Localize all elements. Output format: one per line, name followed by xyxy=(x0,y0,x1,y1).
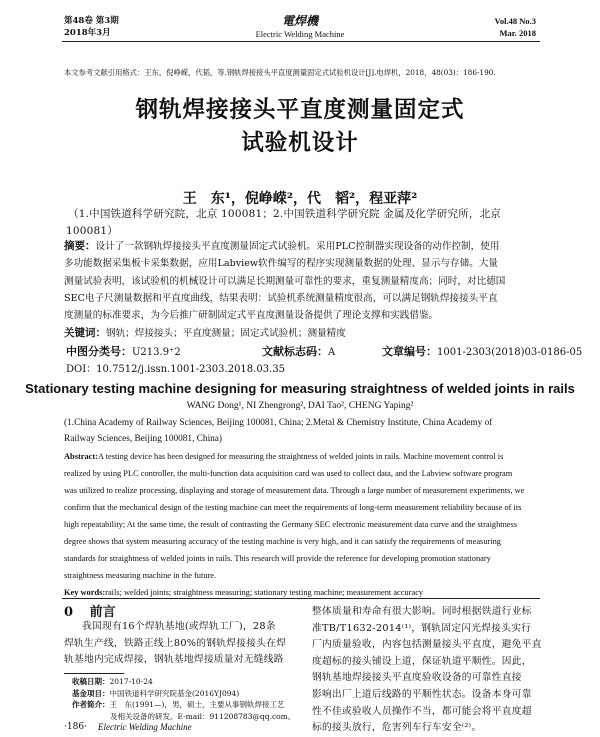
journal-logo: 電焊機 xyxy=(281,14,318,28)
doi: DOI：10.7512/j.issn.1001-2303.2018.03.35 xyxy=(66,364,285,375)
abstract-cn-line: 测量试验表明，该试验机的机械设计可以满足长期测量可靠性的要求，重复测量精度高；同时，对比德国 xyxy=(64,275,506,287)
affiliation-en-line1: (1.China Academy of Railway Sciences, Beijing 100081, China; 2.Metal & Chemistry Institute, China Academy of xyxy=(64,418,493,428)
abstract-cn-line: 设计了一款钢轨焊接接头平直度测量固定式试验机。采用PLC控制器实现设备的动作控制，使用 xyxy=(95,241,500,252)
header-volume-en: Vol.48 No.3 xyxy=(494,16,536,26)
article-value: 1001-2303(2018)03-0186-05 xyxy=(437,347,583,358)
header-rule xyxy=(62,41,540,42)
abstract-en-line: high repeatability; At the same time, the result of contrasting the Germany SEC electronic measurement data curve and the straightness xyxy=(64,520,518,529)
received-date: 2017-10-24 xyxy=(109,677,153,686)
intro-left-line: 轨基地内完成焊接，钢轨基地焊接质量对无缝线路 xyxy=(64,654,284,666)
title-cn-line1: 钢轨焊接接头平直度测量固定式 xyxy=(135,97,465,123)
intro-right-line: 影响出厂上道后线路的平顺性状态。设备本身可靠 xyxy=(312,688,532,700)
header-volume: 第48卷 第3期 xyxy=(64,16,119,26)
abstract-en-line: straightness measuring machine in the future. xyxy=(64,571,217,580)
clc-number xyxy=(66,343,181,359)
intro-right-line: 准TB/T1632-2014⁽¹⁾，钢轨固定闪光焊接头实行 xyxy=(312,622,532,634)
article-label: 文章编号： xyxy=(382,345,437,358)
abstract-en-line: standards for straightness of welded joints in rails. This research will provide the reference for developing promotion stationary xyxy=(64,554,491,563)
citation: 本文参考文献引用格式：王东，倪峥嵘，代韬，等.钢轨焊接接头平直度测量固定式试验机设计[J].电焊机，2018，48(03)：186-190. xyxy=(64,68,496,77)
title-cn-line2: 试验机设计 xyxy=(241,130,359,156)
abstract-en-line: realized by using PLC controller, the multi-function data acquisition card was used to collect data, and the Labview software program xyxy=(64,469,513,478)
authors-cn: 王 东¹，倪峥嵘²，代 韬²，程亚萍² xyxy=(182,191,418,207)
fund-text: 中国铁道科学研究院基金(2016YJ094) xyxy=(109,688,240,698)
intro-right xyxy=(312,604,544,737)
author-bio-line: 及相关设备的研发。E-mail：911208783@qq.com。 xyxy=(110,711,296,721)
abstract-en-label: Abstract: xyxy=(64,452,98,461)
abstract-en-line: A testing device has been designed for measuring the straightness of welded joints in rails. Machine movement control is xyxy=(97,452,504,461)
affiliation-cn-line1: （1.中国铁道科学研究院，北京 100081；2.中国铁道科学研究院 金属及化学研究所，北京 xyxy=(68,208,501,220)
doc-value: A xyxy=(328,347,336,358)
author-bio-line: 王 东(1991—)，男，硕士，主要从事钢轨焊接工艺 xyxy=(109,700,285,709)
intro-right-line: 度超标的接头铺设上道，保证轨道平顺性。因此， xyxy=(312,655,532,667)
header-date: 2018年3月 xyxy=(64,28,111,38)
clc-value: U213.9⁺2 xyxy=(132,347,181,358)
keywords-en-text: rails; welded joints; straightness measuring; stationary testing machine; measurement accuracy xyxy=(105,588,424,597)
abstract-cn-label: 摘要： xyxy=(64,240,96,252)
keywords-en-label: Key words: xyxy=(64,588,106,597)
received-label: 收稿日期： xyxy=(72,677,110,686)
abstract-cn-line: 度测量的标准要求，为今后推广研制固定式平直度测量设备提供了理论支撑和实践借鉴。 xyxy=(64,310,439,322)
intro-right-line: 厂内质量验收，内容包括测量接头平直度，避免平直 xyxy=(312,639,542,651)
intro-left xyxy=(64,619,300,669)
keywords-cn-label: 关键词： xyxy=(64,327,106,339)
title-en: Stationary testing machine designing for measuring straightness of welded joints in rails xyxy=(25,381,575,396)
intro-left-line: 焊轨生产线，铁路正线上80%的钢轨焊接接头在焊 xyxy=(64,637,287,649)
doc-code xyxy=(262,343,335,359)
abstract-en xyxy=(64,448,546,584)
divider xyxy=(62,598,540,599)
footnotes xyxy=(72,676,295,722)
footer-journal: Electric Welding Machine xyxy=(98,722,192,732)
clc-label: 中图分类号： xyxy=(66,345,132,358)
page-number: ·186· xyxy=(64,722,87,732)
abstract-en-line: confirm that the mechanical design of the testing machine can meet the requirements of long-term measurement reliability because of its xyxy=(64,503,522,512)
abstract-cn xyxy=(64,238,544,324)
footnote-rule xyxy=(64,673,124,674)
header-journal-en: Electric Welding Machine xyxy=(255,29,345,39)
abstract-en-line: was utilized to realize processing, displaying and storage of measurement data. Through a large number of measurement experiments, we xyxy=(64,486,525,495)
header-date-en: Mar. 2018 xyxy=(499,28,536,38)
keywords-cn xyxy=(64,325,346,340)
section-heading xyxy=(64,601,116,620)
keywords-cn-text: 钢轨；焊接接头；平直度测量；固定式试验机；测量精度 xyxy=(106,328,346,339)
affiliation-en-line2: Railway Sciences, Beijing 100081, China) xyxy=(64,434,223,444)
article-number xyxy=(382,343,582,359)
affiliation-cn-line2: 100081） xyxy=(66,225,118,237)
intro-left-line: 我国现有16个焊轨基地(或焊轨工厂)，28条 xyxy=(82,621,276,632)
abstract-cn-line: SEC电子尺测量数据和平直度曲线，结果表明：试验机系统测量精度很高，可以满足钢轨焊接接头平直 xyxy=(64,292,498,304)
doc-label: 文献标志码： xyxy=(262,345,328,358)
section-title: 前言 xyxy=(89,605,116,620)
abstract-en-line: degree shows that system measuring accuracy of the testing machine is very high, and it can satisfy the requirements of measuring xyxy=(64,537,501,546)
authors-en: WANG Dong¹, NI Zhengrong², DAI Tao², CHENG Yaping² xyxy=(186,401,414,411)
intro-right-line: 性不佳或验收人员操作不当，都可能会将平直度超 xyxy=(312,705,532,717)
fund-label: 基金项目： xyxy=(72,688,110,698)
intro-right-line: 整体质量和寿命有很大影响。同时根据铁道行业标 xyxy=(312,606,532,617)
abstract-cn-line: 多功能数据采集板卡采集数据，应用Labview软件编写的程序实现测量数据的处理、显示与存储。大量 xyxy=(64,258,498,270)
section-number: 0 xyxy=(64,605,74,620)
intro-right-line: 标的接头放行，危害列车行车安全⁽²⁾。 xyxy=(312,722,482,734)
author-bio-label: 作者简介： xyxy=(72,700,110,709)
intro-right-line: 钢轨基地焊接接头平直度验收设备的可靠性直接 xyxy=(312,672,522,684)
